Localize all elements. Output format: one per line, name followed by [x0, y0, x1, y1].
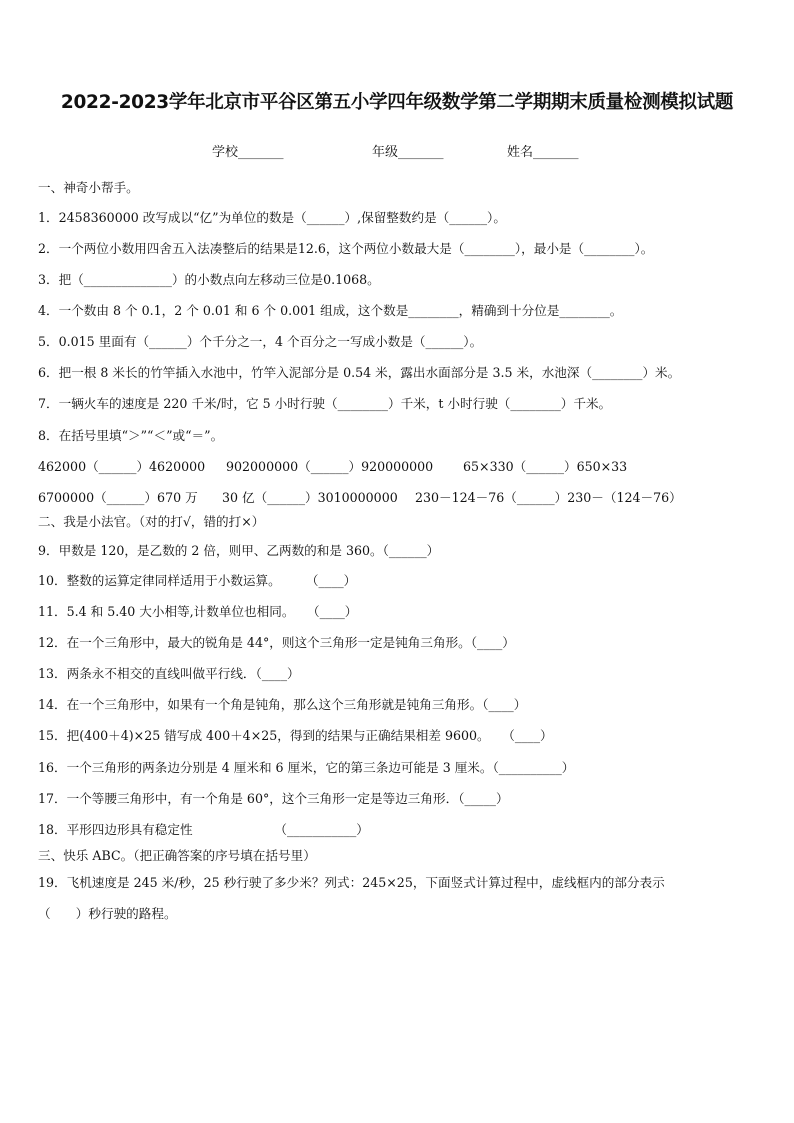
compare-item: 65×330（______）650×33: [463, 459, 628, 474]
question-18: 18．平形四边形具有稳定性 （___________）: [38, 822, 369, 837]
question-19-line-2: （ ）秒行驶的路程。: [38, 906, 177, 921]
section-heading-2: 二、我是小法官。（对的打√，错的打×）: [38, 514, 265, 529]
question-17: 17．一个等腰三角形中，有一个角是 60°，这个三角形一定是等边三角形．（_____）: [38, 791, 509, 806]
question-7: 7．一辆火车的速度是 220 千米/时，它 5 小时行驶（________）千米，t 小时行驶（________）千米。: [38, 396, 612, 411]
question-6: 6．把一根 8 米长的竹竿插入水池中，竹竿入泥部分是 0.54 米，露出水面部分是 3.5 米，水池深（________）米。: [38, 365, 681, 380]
section-heading-1: 一、神奇小帮手。: [38, 180, 139, 195]
question-12: 12．在一个三角形中，最大的锐角是 44°，则这个三角形一定是钝角三角形。（____）: [38, 635, 515, 650]
page-title: 2022-2023学年北京市平谷区第五小学四年级数学第二学期期末质量检测模拟试题: [60, 92, 734, 113]
question-15: 15．把(400＋4)×25 错写成 400＋4×25，得到的结果与正确结果相差 9600。 （____）: [38, 728, 553, 743]
section-heading-3: 三、快乐 ABC。（把正确答案的序号填在括号里）: [38, 848, 316, 863]
question-3: 3．把（______________）的小数点向左移动三位是0.1068。: [38, 272, 380, 287]
question-2: 2．一个两位小数用四舍五入法凑整后的结果是12.6，这个两位小数最大是（________），最小是（________）。: [38, 241, 654, 256]
question-16: 16．一个三角形的两条边分别是 4 厘米和 6 厘米，它的第三条边可能是 3 厘米。（__________）: [38, 760, 575, 775]
question-4: 4．一个数由 8 个 0.1，2 个 0.01 和 6 个 0.001 组成，这个数是________，精确到十分位是________。: [38, 303, 623, 318]
question-11: 11．5.4 和 5.40 大小相等,计数单位也相同。 （____）: [38, 604, 358, 619]
school-field[interactable]: 学校_______: [212, 145, 284, 160]
question-19-line-1: 19．飞机速度是 245 米/秒，25 秒行驶了多少米？列式：245×25，下面竖式计算过程中，虚线框内的部分表示: [38, 875, 665, 890]
compare-item: 462000（______）4620000: [38, 459, 206, 474]
compare-item: 902000000（______）920000000: [226, 459, 434, 474]
compare-row-2: [38, 490, 682, 506]
name-field[interactable]: 姓名_______: [507, 145, 579, 160]
question-9: 9．甲数是 120，是乙数的 2 倍，则甲、乙两数的和是 360。（______）: [38, 543, 440, 558]
question-10: 10．整数的运算定律同样适用于小数运算。 （____）: [38, 573, 357, 588]
question-8: 8．在括号里填“＞”“＜”或“＝”。: [38, 428, 224, 443]
question-5: 5．0.015 里面有（______）个千分之一，4 个百分之一写成小数是（______）。: [38, 334, 483, 349]
question-13: 13．两条永不相交的直线叫做平行线．（____）: [38, 666, 300, 681]
question-14: 14．在一个三角形中，如果有一个角是钝角，那么这个三角形就是钝角三角形。（____）: [38, 697, 527, 712]
compare-item: 6700000（______）670 万: [38, 490, 198, 505]
compare-item: 30 亿（______）3010000000: [222, 490, 398, 505]
question-1: 1．2458360000 改写成以“亿”为单位的数是（______）,保留整数约是（______）。: [38, 210, 506, 225]
compare-item: 230－124－76（______）230－（124－76）: [415, 490, 682, 505]
grade-field[interactable]: 年级_______: [372, 145, 444, 160]
compare-row-1: [38, 459, 627, 475]
